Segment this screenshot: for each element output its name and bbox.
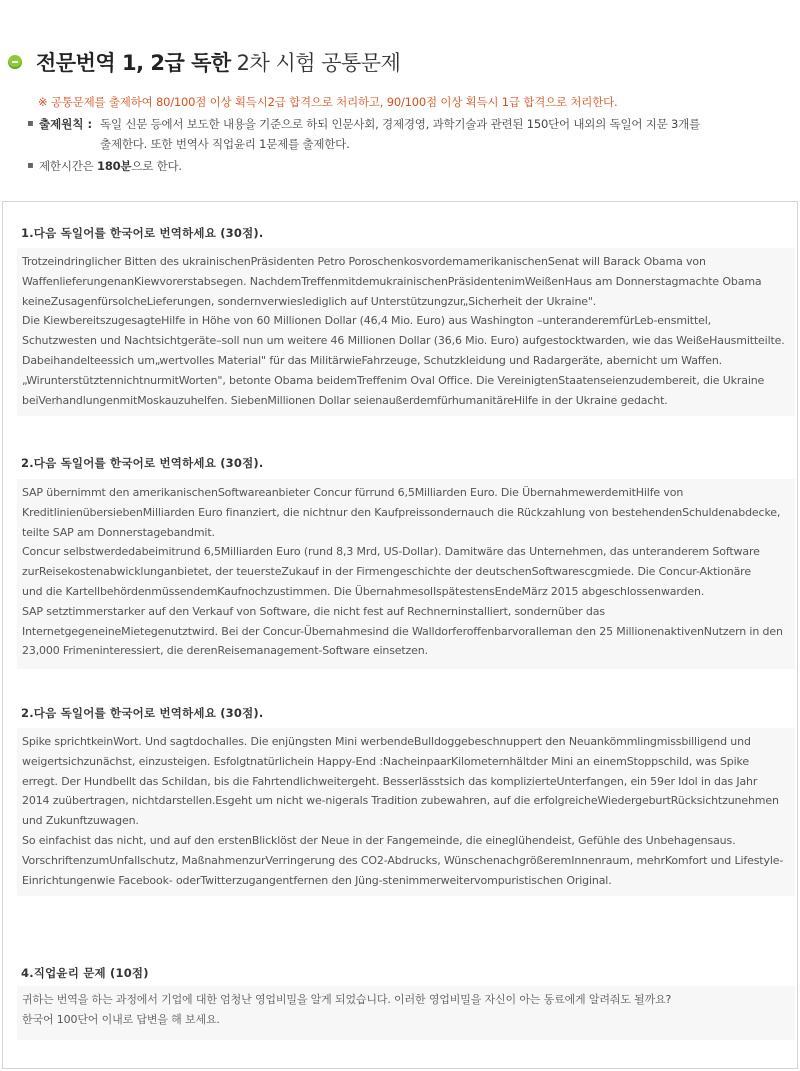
question-line: und Zukunftzuwagen.	[22, 814, 139, 828]
rule-principle-line: 출제한다. 또한 번역사 직업윤리 1문제를 출제한다.	[100, 137, 350, 151]
page-header	[8, 44, 400, 80]
question-line: teilte SAP am Donnerstagebandmit.	[22, 525, 215, 539]
question-2-title: 2.다음 독일어를 한국어로 번역하세요 (30점).	[21, 456, 264, 470]
question-line: SAP setztimmerstarker auf den Verkauf von Software, die nicht fest auf Rechnerninstalliert, sondernüber das	[22, 604, 605, 618]
rule-time-value: 180분	[97, 159, 132, 173]
rule-principle-line: 독일 신문 등에서 보도한 내용을 기준으로 하되 인문사회, 경제경영, 과학기술과 관련된 150단어 내외의 독일어 지문 3개를	[100, 117, 700, 131]
pass-criteria-notice: ※ 공통문제를 출제하여 80/100점 이상 획득시2급 합격으로 처리하고, 90/100점 이상 획득시 1급 합격으로 처리한다.	[38, 95, 618, 109]
question-line: zurReisekostenabwicklunganbietet, der teuersteZukauf in der Firmengeschichte der deutschenSoftwarescgmiede. Die Concur-Aktionäre	[22, 565, 751, 579]
question-line: KreditlinienübersiebenMilliarden Euro finanziert, die nichtnur den Kaufpreissondernauch die Rückzahlung von bestehendenSchuldenabdecke,	[22, 505, 781, 519]
questions-panel	[2, 201, 798, 1069]
rule-time-suffix: 으로 한다.	[131, 159, 182, 173]
question-line: Schutzwesten und Nachtsichtgeräte–soll nun um weitere 46 Millionen Dollar (36,6 Mio. Euro) aufgestocktwarden, wie das WeißeHausmitteilte.	[22, 334, 785, 348]
page-title-light: 2차 시험 공통문제	[236, 51, 401, 75]
question-line: 한국어 100단어 이내로 답변을 해 보세요.	[22, 1012, 220, 1026]
rule-principle	[27, 114, 792, 154]
question-line: weigertsichzunächst, einzusteigen. Esfolgtnatürlichein Happy-End :NacheinpaarKilometernhältder Mini an einemStoppschild, was Spike	[22, 754, 749, 768]
question-4-text	[17, 986, 795, 1040]
question-line: keineZusagenfürsolcheLieferungen, sondernverwieslediglich auf Unterstützungzur„Sicherheit der Ukraine".	[22, 294, 597, 308]
exam-rules	[27, 114, 792, 176]
square-bullet-icon: ▪	[27, 118, 34, 129]
question-line: erregt. Der Hundbellt das Schildan, bis die Fahrtendlichweitergeht. Besserlässtsich das komplizierteUnterfangen, ein 59er Idol in das Jahr	[22, 774, 758, 788]
question-line: WaffenlieferungenanKiewvorerstabsegen. NachdemTreffenmitdemukrainischenPräsidentenimWeißenHaus am Donnerstagmachte Obama	[22, 274, 762, 288]
question-line: Trotzeindringlicher Bitten des ukrainischenPräsidenten Petro PoroschenkosvordemamerikanischenSenat will Barack Obama von	[22, 255, 706, 268]
question-1-title: 1.다음 독일어를 한국어로 번역하세요 (30점).	[21, 226, 264, 240]
question-line: „WirunterstütztennichtnurmitWorten", betonte Obama beidemTreffenim Oval Office. Die VereinigtenStaatenseienzudembereit, die Ukraine	[22, 373, 765, 387]
question-line: Spike sprichtkeinWort. Und sagtdochalles. Die enjüngsten Mini werbendeBulldoggebeschnuppert den Neuankömmlingmissbilligend und	[22, 735, 751, 748]
question-4-title: 4.직업윤리 문제 (10점)	[21, 966, 149, 980]
question-line: So einfachist das nicht, und auf den erstenBlicklöst der Neue in der Fangemeinde, die eineglühendeist, Gefühle des Unbehagensaus.	[22, 833, 736, 847]
question-line: Concur selbstwerdedabeimitrund 6,5Milliarden Euro (rund 8,3 Mrd, US-Dollar). Damitwäre das Unternehmen, das unteranderem Software	[22, 545, 760, 559]
rule-time-prefix: 제한시간은	[39, 159, 94, 173]
question-line: Dabeihandelteessich um„wertvolles Material" für das MilitärwieFahrzeuge, Schutzkleidung und Radargeräte, abernicht um Waffen.	[22, 353, 723, 367]
question-line: 2014 zuübertragen, nichtdarstellen.Esgeht um nicht we-nigerals Tradition zubewahren, auf die erfolgreicheWiedergeburtRücksichtzunehmen	[22, 794, 779, 808]
rule-principle-label: 출제원칙 :	[39, 117, 93, 131]
question-3-text	[17, 728, 795, 896]
question-line: und die KartellbehördenmüssendemKaufnochzustimmen. Die ÜbernahmesolIspätestensEndeMärz 2015 abgeschlossenwarden.	[22, 584, 705, 598]
question-line: 23,000 Frimeninteressiert, die derenReisemanagement-Software einsetzen.	[22, 644, 428, 658]
green-bullet-icon	[8, 55, 22, 69]
question-line: beiVerhandlungenmitMoskauzuhelfen. SiebenMillionen Dollar seienaußerdemfürhumanitäreHilfe in der Ukraine gedacht.	[22, 393, 668, 407]
question-1-text	[17, 248, 795, 416]
question-line: VorschriftenzumUnfallschutz, MaßnahmenzurVerringerung des CO2-Abdrucks, WünschenachgrößeremInnenraum, mehrKomfort und Lifestyle-	[22, 853, 784, 867]
rule-time-text	[39, 156, 792, 176]
question-line: SAP übernimmt den amerikanischenSoftwareanbieter Concur fürrund 6,5Milliarden Euro. Die ÜbernahmewerdemitHilfe von	[22, 486, 684, 499]
square-bullet-icon: ▪	[27, 160, 34, 171]
question-line: Die KiewbereitszugesagteHilfe in Höhe von 60 Millionen Dollar (46,4 Mio. Euro) aus Washington –unteranderemfürLeb-ensmittel,	[22, 314, 711, 328]
question-2-text	[17, 479, 795, 669]
question-line: InternetgegeneineMietegenutztwird. Bei der Concur-Übernahmesind die Walldorferoffenbarvoralleman den 25 MillionenaktivenNutzern in den	[22, 624, 783, 638]
page-title-bold: 전문번역 1, 2급 독한	[36, 51, 231, 75]
question-3-title: 2.다음 독일어를 한국어로 번역하세요 (30점).	[21, 706, 264, 720]
rule-principle-text	[100, 114, 792, 154]
rule-time-limit	[27, 156, 792, 176]
question-line: Einrichtungenwie Facebook- oderTwitterzugangentfernen den Jüng-stenimmerweitervompuristischen Original.	[22, 873, 612, 887]
question-line: 귀하는 번역을 하는 과정에서 기업에 대한 엄청난 영업비밀을 알게 되었습니다. 이러한 영업비밀을 자신이 아는 동료에게 알려줘도 될까요?	[22, 993, 672, 1006]
